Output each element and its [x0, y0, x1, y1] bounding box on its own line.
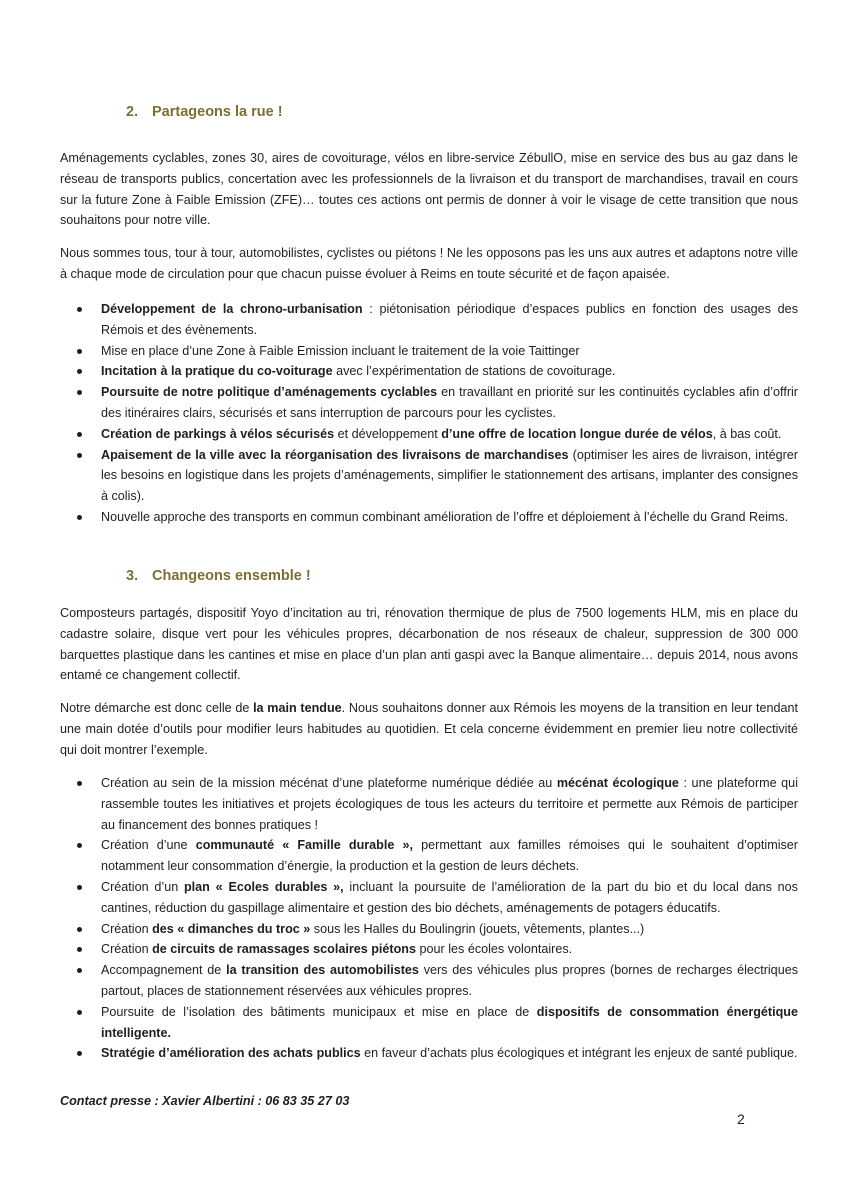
- list-item: Accompagnement de la transition des automobilistes vers des véhicules plus propres (bornes de recharges électriques partout, places de stationnement réservées aux véhicules propres.: [60, 960, 798, 1002]
- section-2-number: 2.: [126, 104, 139, 120]
- section-2-heading: [126, 104, 283, 120]
- section-2-second-paragraph: Nous sommes tous, tour à tour, automobilistes, cyclistes ou piétons ! Ne les opposons pas les uns aux autres et adaptons notre ville à chaque mode de circulation pour que chacun puisse évoluer à Reims en toute sécurité et de façon apaisée.: [60, 246, 798, 281]
- list-item: Création d’un plan « Ecoles durables », incluant la poursuite de l’amélioration de la part du bio et du local dans nos cantines, réduction du gaspillage alimentaire et gestion des bio déchets, aménagements de potagers éducatifs.: [60, 877, 798, 919]
- bullet-icon: [77, 390, 82, 395]
- bullet-icon: [77, 1051, 82, 1056]
- section-2-bullet-list: [60, 299, 798, 528]
- list-item: Poursuite de notre politique d’aménagements cyclables en travaillant en priorité sur les continuités cyclables afin d’offrir des itinéraires clairs, sécurisés et sans interruption de parcours pour les cyclistes.: [60, 382, 798, 424]
- list-item: Création des « dimanches du troc » sous les Halles du Boulingrin (jouets, vêtements, plantes...): [60, 919, 798, 940]
- section-3-intro-paragraph: Composteurs partagés, dispositif Yoyo d’incitation au tri, rénovation thermique de plus de 7500 logements HLM, mis en place du cadastre solaire, disque vert pour les véhicules propres, décarbonation de nos réseaux de chaleur, suppression de 300 000 barquettes plastique dans les cantines et mise en place d’un plan anti gaspi avec la Banque alimentaire… depuis 2014, nous avons entamé ce changement collectif.: [60, 606, 798, 683]
- bullet-icon: [77, 885, 82, 890]
- bullet-icon: [77, 927, 82, 932]
- section-3-heading: [126, 568, 311, 584]
- bullet-icon: [77, 307, 82, 312]
- bullet-icon: [77, 432, 82, 437]
- section-3-bullet-list: [60, 773, 798, 1064]
- list-item: Développement de la chrono-urbanisation : piétonisation périodique d’espaces publics en fonction des usages des Rémois et des évènements.: [60, 299, 798, 341]
- list-item: Poursuite de l’isolation des bâtiments municipaux et mise en place de dispositifs de consommation énergétique intelligente.: [60, 1002, 798, 1044]
- list-item: Incitation à la pratique du co-voiturage avec l’expérimentation de stations de covoiturage.: [60, 361, 798, 382]
- bullet-icon: [77, 781, 82, 786]
- bullet-icon: [77, 453, 82, 458]
- list-item: Mise en place d’une Zone à Faible Emission incluant le traitement de la voie Taittinger: [60, 341, 798, 362]
- list-item: Stratégie d’amélioration des achats publics en faveur d’achats plus écologiques et intégrant les enjeux de santé publique.: [60, 1043, 798, 1064]
- list-item: Apaisement de la ville avec la réorganisation des livraisons de marchandises (optimiser les aires de livraison, intégrer les besoins en logistique dans les projets d’aménagements, simplifier le stationnement des artisans, implanter des consignes à colis).: [60, 445, 798, 507]
- bullet-icon: [77, 369, 82, 374]
- section-2-title: Partageons la rue !: [152, 104, 283, 120]
- press-contact: Contact presse : Xavier Albertini : 06 83 35 27 03: [60, 1094, 350, 1108]
- list-item: Création d’une communauté « Famille durable », permettant aux familles rémoises qui le souhaitent d’optimiser notamment leur consommation d’énergie, la production et la gestion de leurs déchets.: [60, 835, 798, 877]
- list-item: Nouvelle approche des transports en commun combinant amélioration de l’offre et déploiement à l’échelle du Grand Reims.: [60, 507, 798, 528]
- bullet-icon: [77, 843, 82, 848]
- section-3-second-paragraph: Notre démarche est donc celle de la main tendue. Nous souhaitons donner aux Rémois les moyens de la transition en leur tendant une main dotée d’outils pour modifier leurs habitudes au quotidien. Et cela concerne évidemment en premier lieu notre collectivité qui doit montrer l’exemple.: [60, 701, 798, 757]
- section-2-intro-text: Aménagements cyclables, zones 30, aires de covoiturage, vélos en libre-service ZébullO, mise en service des bus au gaz dans le réseau de transports publics, concertation avec les professionnels de la livraison et du transport de marchandises, travail en cours sur la future Zone à Faible Emission (ZFE)… toutes ces actions ont permis de donner à voir le visage de cette transition que nous souhaitons pour notre ville.: [60, 151, 798, 228]
- list-item: Création de circuits de ramassages scolaires piétons pour les écoles volontaires.: [60, 939, 798, 960]
- list-item: Création au sein de la mission mécénat d’une plateforme numérique dédiée au mécénat écologique : une plateforme qui rassemble toutes les initiatives et projets écologiques de tous les acteurs du territoire et permette aux Rémois de participer au financement des bonnes pratiques !: [60, 773, 798, 835]
- page-number: 2: [737, 1111, 745, 1127]
- bullet-icon: [77, 349, 82, 354]
- section-3-number: 3.: [126, 568, 139, 584]
- list-item: Création de parkings à vélos sécurisés et développement d’une offre de location longue durée de vélos, à bas coût.: [60, 424, 798, 445]
- bullet-icon: [77, 515, 82, 520]
- bullet-icon: [77, 968, 82, 973]
- section-2-intro-paragraph: [60, 148, 798, 231]
- bullet-icon: [77, 1010, 82, 1015]
- section-3-title: Changeons ensemble !: [152, 568, 311, 584]
- bullet-icon: [77, 947, 82, 952]
- main-tendue-emphasis: la main tendue: [253, 701, 342, 715]
